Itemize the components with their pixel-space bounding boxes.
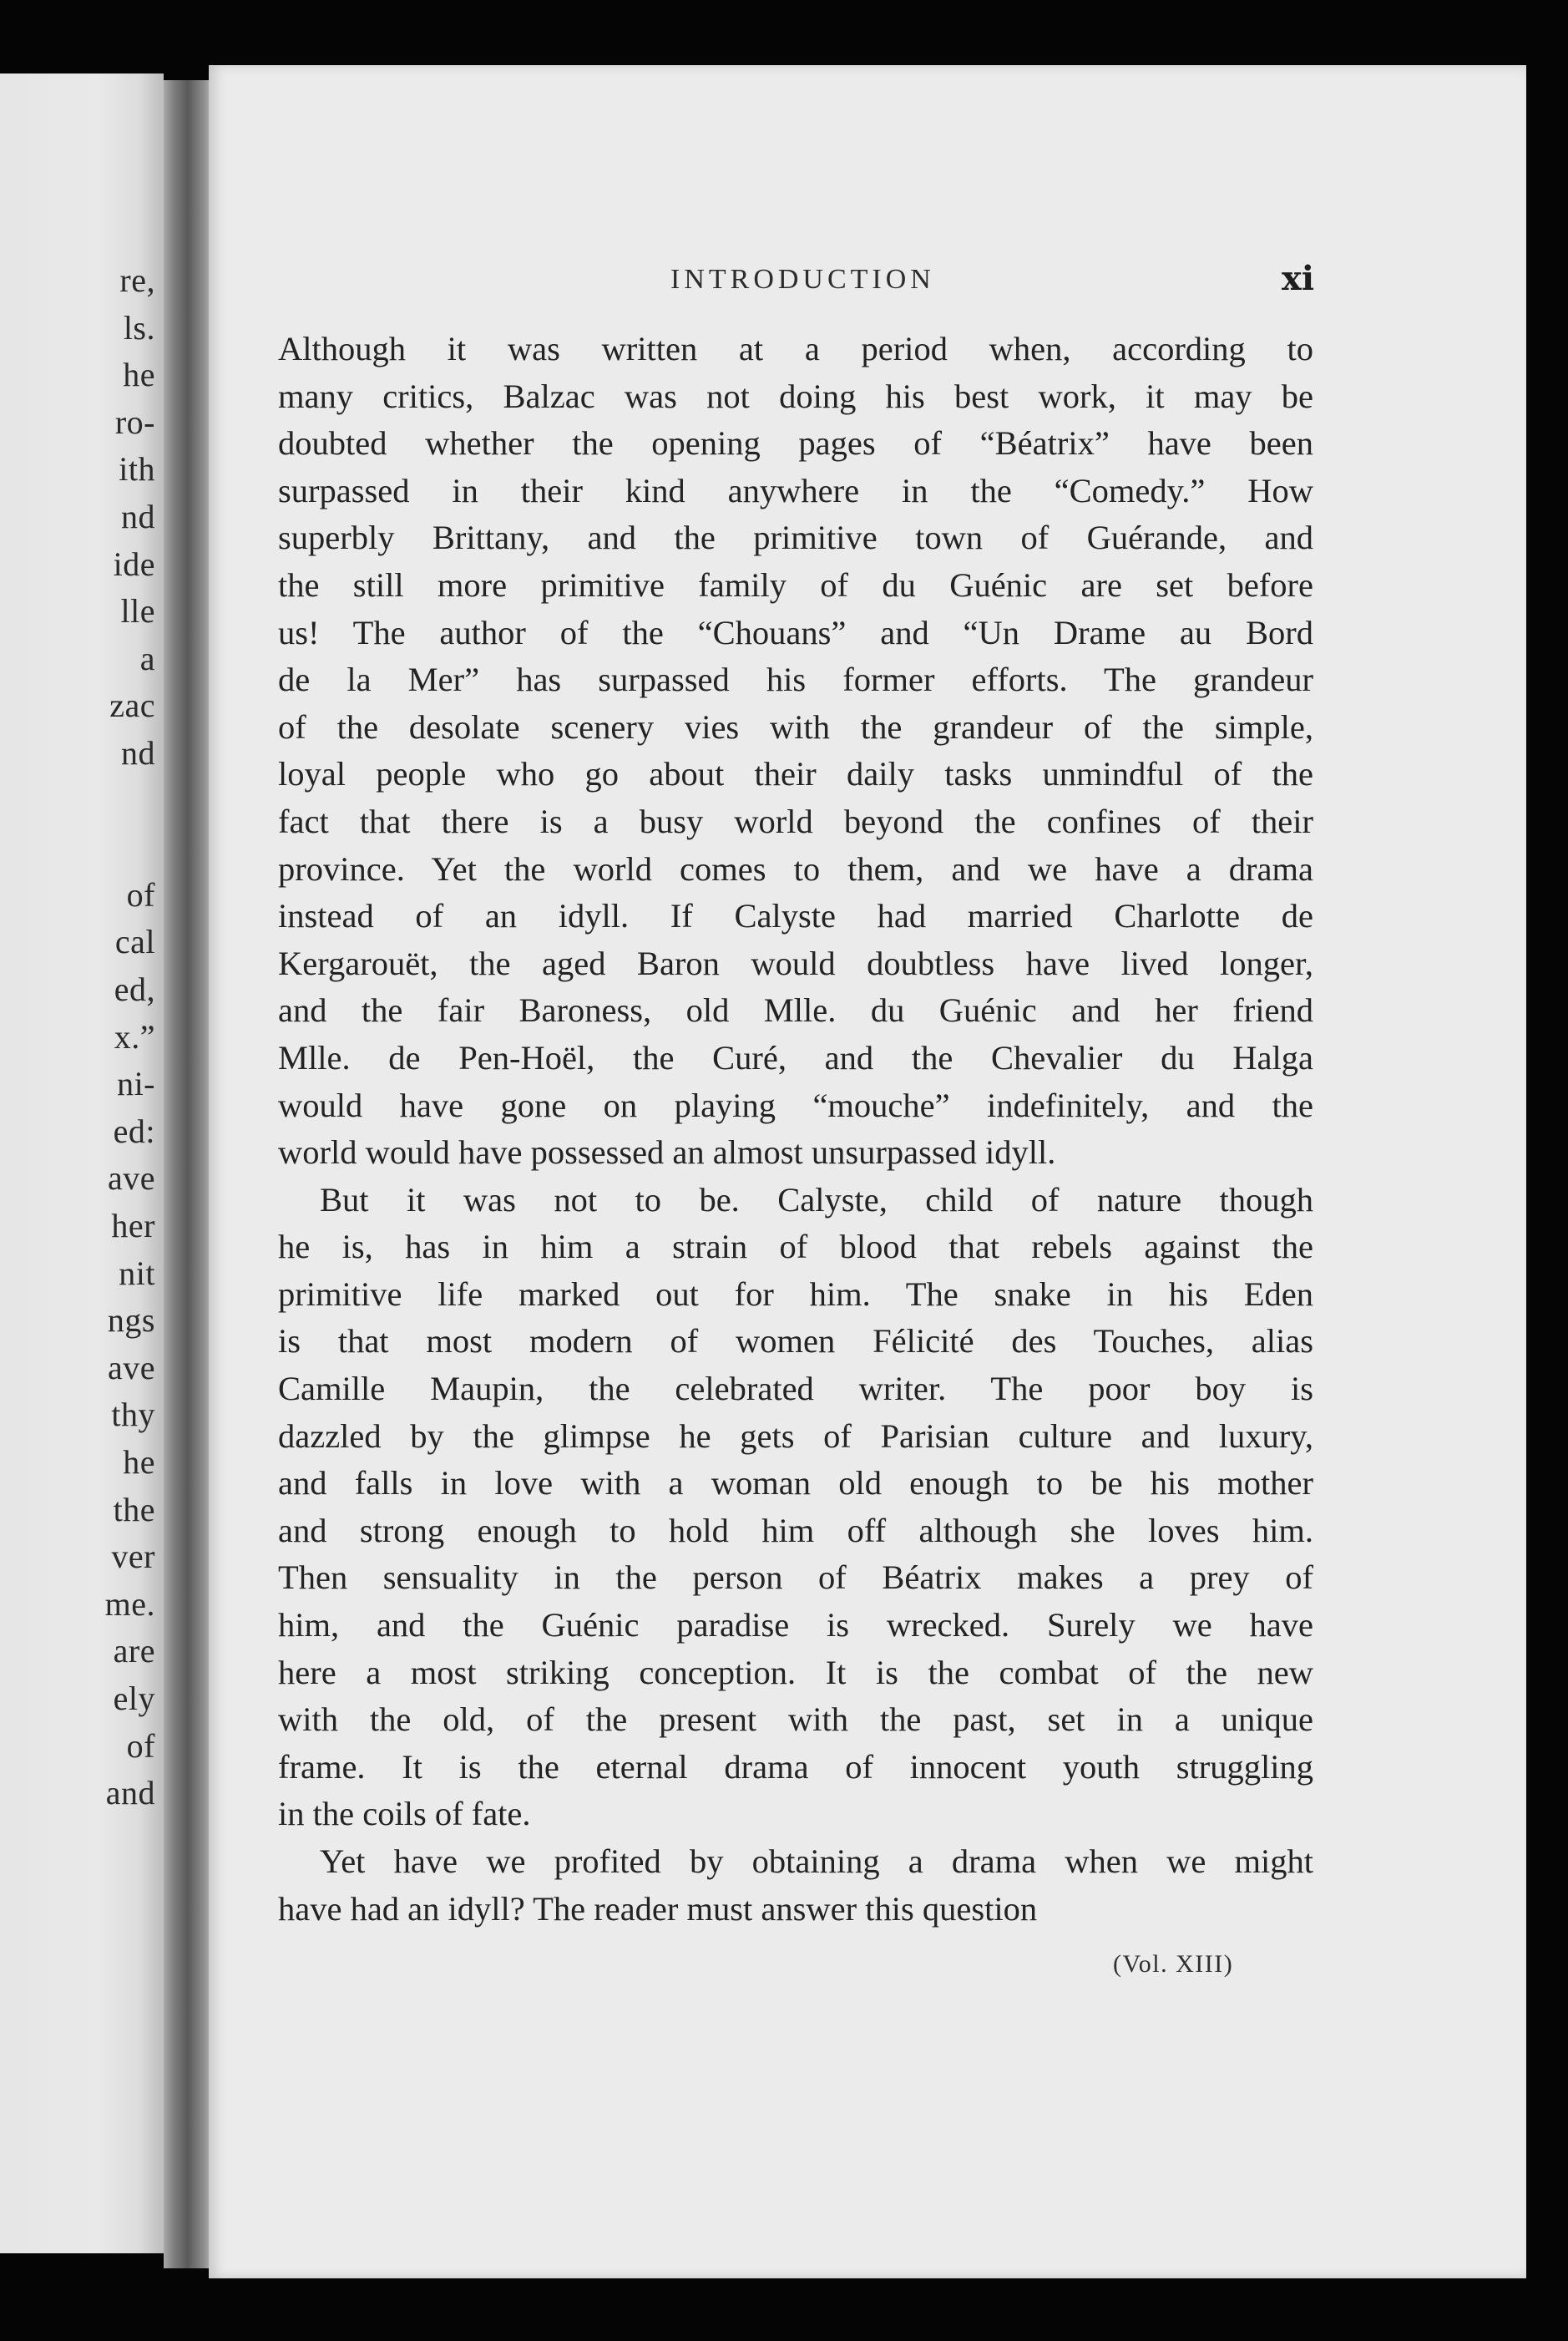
page-header — [209, 259, 1526, 314]
left-page-fragment: thy — [111, 1396, 155, 1434]
left-page-fragment: her — [111, 1207, 155, 1244]
text-line: Kergarouët, the aged Baron would doubtless have lived longer, — [278, 944, 1313, 982]
left-page-fragment: ed: — [113, 1112, 155, 1150]
text-line: surpassed in their kind anywhere in the “Comedy.” How — [278, 471, 1313, 509]
left-page-fragment: of — [126, 875, 155, 914]
left-page-fragment: ni- — [117, 1065, 155, 1103]
left-page-fragment: ed, — [114, 970, 155, 1008]
text-line: us! The author of the “Chouans” and “Un Drame au Bord — [278, 613, 1313, 651]
left-page-fragment: ave — [107, 1159, 155, 1198]
text-line: loyal people who go about their daily tasks unmindful of the — [278, 755, 1313, 793]
book-page — [209, 65, 1526, 2278]
text-line: doubted whether the opening pages of “Béatrix” have been — [278, 424, 1313, 463]
text-line: would have gone on playing “mouche” indefinitely, and the — [278, 1086, 1313, 1124]
left-page-fragment: ver — [111, 1538, 155, 1576]
text-line: fact that there is a busy world beyond the confines of their — [278, 802, 1313, 840]
volume-note: (Vol. XIII) — [1113, 1950, 1234, 1978]
left-page-fragment: ls. — [123, 308, 155, 347]
left-page-fragment: ith — [119, 450, 155, 489]
text-line: de la Mer” has surpassed his former efforts. The grandeur — [278, 661, 1313, 699]
text-line: But it was not to be. Calyste, child of nature though — [320, 1180, 1313, 1219]
text-line: frame. It is the eternal drama of innocent youth struggling — [278, 1747, 1313, 1786]
left-page-fragment: of — [126, 1726, 155, 1765]
left-page-fragment: me. — [104, 1584, 155, 1623]
left-page-fragment: and — [105, 1774, 155, 1812]
left-page-fragment: ngs — [107, 1301, 155, 1340]
left-page-fragment: nd — [121, 498, 155, 535]
left-page-fragment: nd — [121, 734, 155, 772]
text-line: Then sensuality in the person of Béatrix makes a prey of — [278, 1558, 1313, 1597]
left-page-fragment: re, — [119, 261, 155, 299]
text-line: have had an idyll? The reader must answer this question — [278, 1889, 1038, 1928]
text-line: the still more primitive family of du Guénic are set before — [278, 565, 1313, 604]
text-line: instead of an idyll. If Calyste had married Charlotte de — [278, 897, 1313, 935]
left-page-fragment: ely — [113, 1680, 155, 1717]
text-line: Mlle. de Pen-Hoël, the Curé, and the Chevalier du Halga — [278, 1038, 1313, 1077]
left-page-fragment: cal — [114, 923, 155, 961]
text-line: him, and the Guénic paradise is wrecked. Surely we have — [278, 1606, 1313, 1644]
text-line: with the old, of the present with the past, set in a unique — [278, 1700, 1313, 1739]
text-line: province. Yet the world comes to them, and we have a drama — [278, 849, 1313, 888]
text-line: Camille Maupin, the celebrated writer. The poor boy is — [278, 1370, 1313, 1408]
left-page-fragment: he — [123, 356, 155, 394]
text-line: and strong enough to hold him off although she loves him. — [278, 1511, 1313, 1549]
text-line: Although it was written at a period when, according to — [278, 330, 1313, 367]
left-page-fragment: ide — [113, 545, 155, 583]
text-line: of the desolate scenery vies with the grandeur of the simple, — [278, 707, 1313, 746]
text-line: is that most modern of women Félicité des Touches, alias — [278, 1322, 1313, 1361]
left-page-fragment: lle — [120, 592, 155, 631]
left-page-fragment: a — [139, 639, 155, 677]
left-page-fragment: ro- — [114, 403, 155, 441]
text-line: primitive life marked out for him. The snake in his Eden — [278, 1274, 1313, 1313]
text-line: Yet have we profited by obtaining a drama when we might — [320, 1842, 1313, 1880]
left-page-fragment: the — [113, 1490, 155, 1528]
left-page-fragment: zac — [109, 687, 155, 725]
text-line: here a most striking conception. It is the combat of the new — [278, 1653, 1313, 1691]
text-line: many critics, Balzac was not doing his best work, it may be — [278, 377, 1313, 415]
text-line: he is, has in him a strain of blood that rebels against the — [278, 1228, 1313, 1266]
left-page-fragment: are — [113, 1632, 155, 1670]
running-title: INTRODUCTION — [670, 264, 935, 295]
body-text — [278, 326, 1313, 1933]
left-page-fragment: ave — [107, 1348, 155, 1386]
left-page-fragment: nit — [119, 1254, 155, 1292]
text-line: superbly Brittany, and the primitive town of Guérande, and — [278, 519, 1313, 557]
text-line: world would have possessed an almost unsurpassed idyll. — [278, 1133, 1056, 1172]
text-line: and the fair Baroness, old Mlle. du Guénic and her friend — [278, 991, 1313, 1030]
text-line: dazzled by the glimpse he gets of Parisian culture and luxury, — [278, 1416, 1313, 1455]
page-number: xi — [1282, 259, 1315, 298]
left-page-fragment: x.” — [114, 1017, 155, 1056]
text-line: in the coils of fate. — [278, 1795, 531, 1833]
left-page-edge — [0, 73, 164, 2253]
text-line: and falls in love with a woman old enough to be his mother — [278, 1464, 1313, 1502]
left-page-fragment: he — [123, 1443, 155, 1481]
